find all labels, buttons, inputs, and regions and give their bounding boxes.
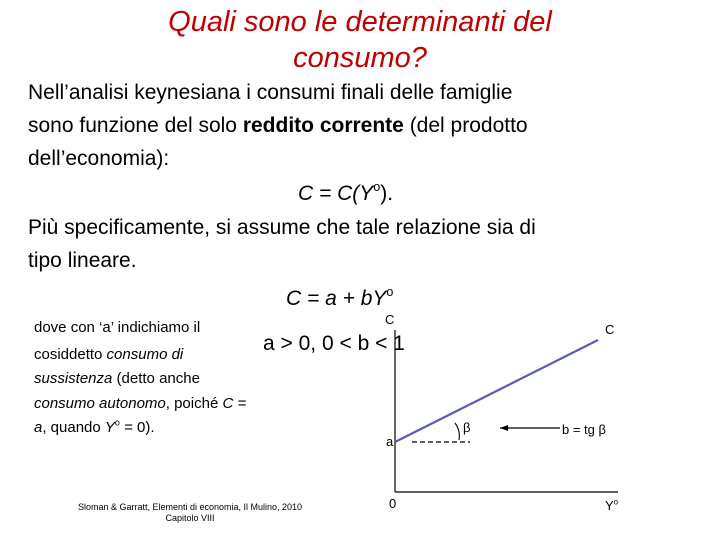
x-axis-label-main: Y [605, 498, 614, 513]
source-line-1: Sloman & Garratt, Elementi di economia, Il Mulino, 2010 [77, 502, 303, 512]
note-italic: sussistenza [34, 370, 113, 387]
source-line-2: Capitolo VIII [165, 513, 215, 523]
note-italic: consumo di [106, 346, 184, 363]
angle-label: β [463, 420, 471, 435]
intro-text-end: (del prodotto [403, 114, 528, 137]
angle-arc [455, 423, 459, 440]
note-italic: C = [222, 395, 247, 412]
note-sup: o [114, 417, 120, 428]
note-text: , poiché [165, 395, 223, 412]
arrow-head-icon [500, 425, 508, 431]
intro-line-3: dell’economia): [28, 147, 170, 170]
intercept-label: a [386, 434, 394, 449]
x-axis-label [605, 498, 618, 513]
note-italic: Y [104, 419, 115, 436]
y-axis-label: C [385, 312, 395, 327]
intro-line-1: Nell’analisi keynesiana i consumi finali delle famiglie [28, 81, 513, 104]
note-text: , quando [42, 419, 105, 436]
note-text: cosiddetto [34, 346, 107, 363]
note-text: (detto anche [112, 370, 200, 387]
title-line-2: consumo? [293, 42, 427, 74]
intro-bold-term: reddito corrente [242, 114, 404, 137]
note-italic: consumo autonomo [34, 395, 166, 412]
note-text: = 0). [119, 419, 155, 436]
spec-line-2: tipo lineare. [28, 249, 137, 272]
formula2-sup: o [386, 285, 394, 300]
formula-conditions: a > 0, 0 < b < 1 [263, 332, 405, 355]
slope-label: b = tg β [562, 422, 606, 437]
formula1-end: ). [380, 182, 394, 205]
line-label: C [605, 322, 615, 337]
origin-label: 0 [389, 496, 397, 511]
intro-text: sono funzione del solo [28, 114, 243, 137]
title-line-1: Quali sono le determinanti del [168, 6, 552, 38]
spec-line-1: Più specificamente, si assume che tale relazione sia di [28, 216, 536, 239]
note-line-1: dove con ‘a’ indichiamo il [34, 319, 201, 336]
note-italic: a [34, 419, 43, 436]
x-axis-label-sup: o [613, 497, 619, 507]
formula2-main: C = a + bY [286, 287, 387, 310]
formula1-sup: o [373, 180, 381, 195]
formula1-main: C = C(Y [298, 182, 374, 205]
